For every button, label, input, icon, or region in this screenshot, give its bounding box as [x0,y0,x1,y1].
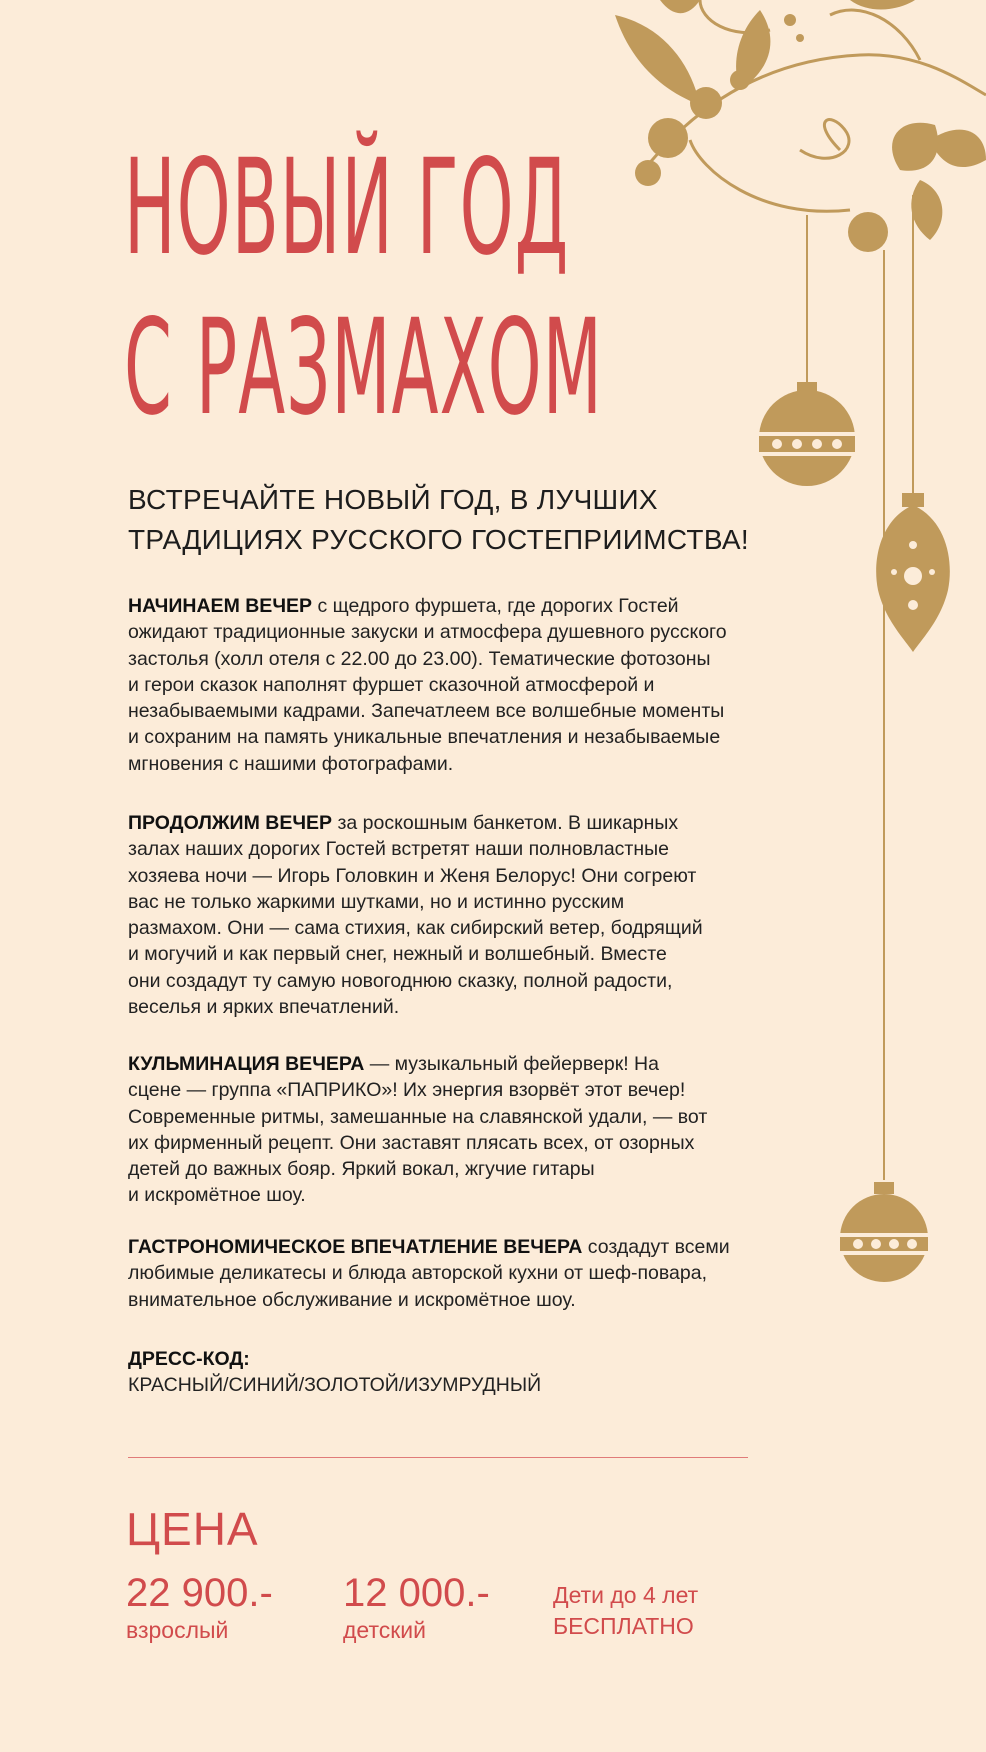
paragraph-line: любимые деликатесы и блюда авторской кухни от шеф-повара, [128,1262,707,1285]
price-child-label: детский [343,1617,426,1643]
bauble-round-icon [840,1182,928,1282]
price-heading: ЦЕНА [126,1503,259,1555]
paragraph-line: мгновения с нашими фотографами. [128,752,454,775]
price-child-amount: 12 000.- [343,1571,490,1615]
paragraph-start-evening [128,593,828,777]
paragraph-gastronomy [128,1234,828,1313]
kids-free-note [553,1580,698,1642]
paragraph-lead: ГАСТРОНОМИЧЕСКОЕ ВПЕЧАТЛЕНИЕ ВЕЧЕРА [128,1236,583,1258]
paragraph-line: и сохраним на память уникальные впечатления и незабываемые [128,726,721,749]
paragraph-line: детей до важных бояр. Яркий вокал, жгучие гитары [128,1158,595,1181]
paragraph-line: они создадут ту самую новогоднюю сказку, полной радости, [128,969,673,992]
price-adult [126,1570,273,1644]
paragraph-line: веселья и ярких впечатлений. [128,996,400,1019]
subtitle-line-1: ВСТРЕЧАЙТЕ НОВЫЙ ГОД, В ЛУЧШИХ [128,484,658,515]
page-title [124,128,986,448]
paragraph-line: незабываемыми кадрами. Запечатлеем все волшебные моменты [128,700,725,723]
paragraph-line: ожидают традиционные закуски и атмосфера душевного русского [128,621,727,644]
paragraph-line: и герои сказок наполнят фуршет сказочной атмосферой и [128,673,655,696]
kids-note-line-1: Дети до 4 лет [553,1582,699,1608]
paragraph-line: залах наших дорогих Гостей встретят наши полновластные [128,838,669,861]
paragraph-line: создадут всеми [587,1236,730,1258]
paragraph-line: и могучий и как первый снег, нежный и волшебный. Вместе [128,943,667,966]
paragraph-line: сцене — группа «ПАПРИКО»! Их энергия взорвёт этот вечер! [128,1079,686,1102]
title-line-2: С РАЗМАХОМ [124,291,603,445]
price-adult-label: взрослый [126,1617,229,1643]
paragraph-lead: ПРОДОЛЖИМ ВЕЧЕР [128,812,333,834]
paragraph-lead: НАЧИНАЕМ ВЕЧЕР [128,595,313,617]
paragraph-line: вас не только жаркими шутками, но и истинно русским [128,890,625,913]
price-child [343,1570,490,1644]
paragraph-line: и искромётное шоу. [128,1184,306,1207]
subtitle-line-2: ТРАДИЦИЯХ РУССКОГО ГОСТЕПРИИМСТВА! [128,524,749,555]
section-divider [128,1457,748,1458]
paragraph-line: — музыкальный фейерверк! На [369,1053,659,1075]
dress-code-value: КРАСНЫЙ/СИНИЙ/ЗОЛОТОЙ/ИЗУМРУДНЫЙ [128,1374,542,1396]
paragraph-line: с щедрого фуршета, где дорогих Гостей [317,595,679,617]
price-adult-amount: 22 900.- [126,1571,273,1615]
subtitle [128,480,848,560]
bauble-teardrop-icon [876,493,950,652]
dress-code-label: ДРЕСС-КОД: [128,1348,250,1370]
kids-note-line-2: БЕСПЛАТНО [553,1613,694,1639]
title-line-1: НОВЫЙ ГОД [124,131,570,285]
paragraph-line: Современные ритмы, замешанные на славянской удали, — вот [128,1105,708,1128]
paragraph-line: внимательное обслуживание и искромётное шоу. [128,1288,576,1311]
paragraph-line: хозяева ночи — Игорь Головкин и Женя Белорус! Они согреют [128,864,697,887]
paragraph-culmination [128,1051,828,1209]
paragraph-continue-evening [128,810,828,1020]
paragraph-line: застолья (холл отеля с 22.00 до 23.00). Тематические фотозоны [128,647,711,670]
paragraph-line: размахом. Они — сама стихия, как сибирский ветер, бодрящий [128,917,703,940]
paragraph-line: их фирменный рецепт. Они заставят плясать всех, от озорных [128,1131,695,1154]
paragraph-lead: КУЛЬМИНАЦИЯ ВЕЧЕРА [128,1053,365,1075]
paragraph-line: за роскошным банкетом. В шикарных [337,812,679,834]
